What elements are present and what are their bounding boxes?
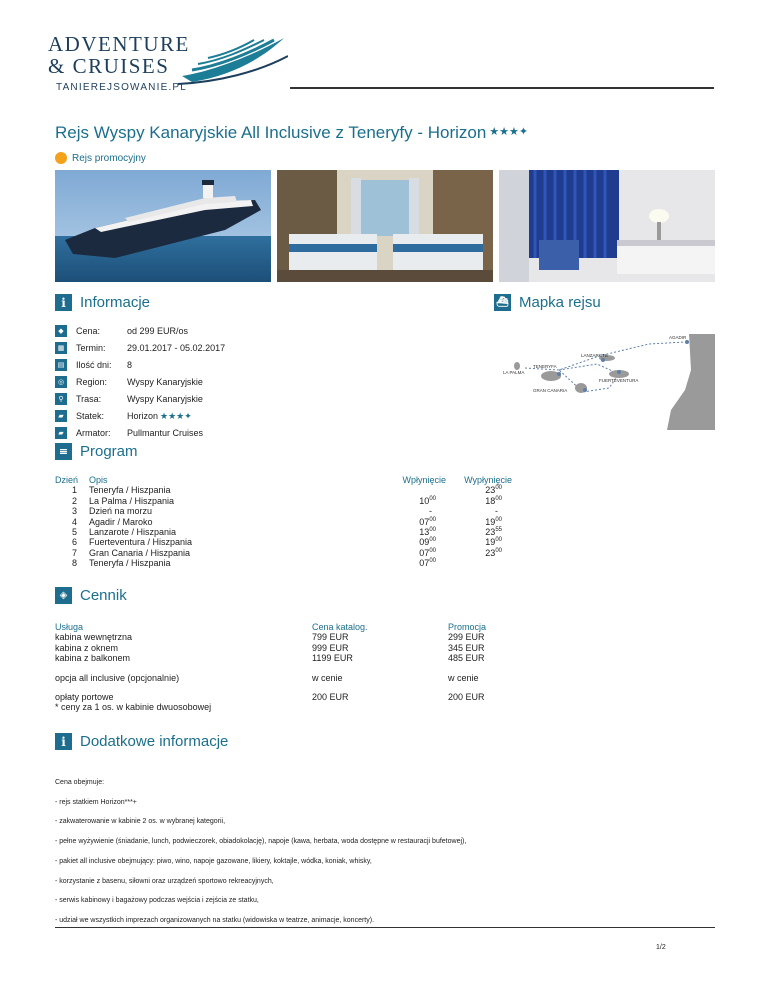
cennik-catalog-price: 799 EUR [312, 632, 349, 643]
cennik-note: * ceny za 1 os. w kabinie dwuosobowej [55, 702, 212, 713]
owner-icon: ▰ [55, 427, 67, 439]
arrival-hour: 07 [419, 547, 430, 558]
info-label: Armator: [76, 428, 111, 438]
cabin-photo-1 [277, 170, 493, 282]
info-row-ship [55, 408, 192, 424]
program-desc: Dzień na morzu [89, 506, 153, 517]
ship-name: Horizon [127, 410, 159, 421]
program-departure-column [446, 475, 512, 558]
program-desc: Fuerteventura / Hiszpania [89, 537, 193, 548]
departure-minute: 00 [495, 485, 502, 492]
arrival-hour: 07 [419, 516, 430, 527]
logo-text-cruises: & CRUISES [48, 54, 170, 78]
departure-hour: 23 [485, 527, 496, 538]
program-day: 1 [71, 485, 77, 496]
cennik-allinc-name: opcja all inclusive (opcjonalnie) [55, 673, 180, 683]
program-arrival-column [380, 475, 446, 569]
program-departure-row [446, 485, 512, 495]
extra-item: - rejs statkiem Horizon***+ [55, 799, 137, 806]
map-label-la-palma: LA PALMA [503, 370, 525, 375]
info-row-route [55, 391, 203, 407]
info-row-price [55, 323, 189, 339]
section-cennik-heading [55, 587, 127, 604]
departure-minute: 00 [495, 537, 502, 544]
cennik-port-block [55, 692, 211, 713]
program-header-departure: Wypłynięcie [464, 475, 512, 485]
program-desc-column [89, 475, 289, 569]
info-label: Termin: [76, 343, 106, 353]
program-day: 5 [71, 527, 77, 538]
arrival-minute: 00 [429, 547, 436, 554]
arrival-minute: 00 [429, 527, 436, 534]
extra-item: - pakiet all inclusive obejmujący: piwo, wino, napoje gazowane, likiery, koktajle, wódka, koniak, whisky, [55, 858, 372, 865]
arrival-hour: 10 [419, 495, 430, 506]
calendar-icon: ▦ [55, 342, 67, 354]
info-value-ship [127, 411, 192, 422]
info-value: Pullmantur Cruises [127, 428, 204, 438]
program-departure-row [446, 496, 512, 506]
program-departure-row [446, 506, 512, 516]
program-desc: Agadir / Maroko [89, 516, 153, 527]
logo-text-adventure: ADVENTURE [48, 32, 190, 56]
cennik-promo-price: 485 EUR [448, 653, 485, 664]
program-desc: Teneryfa / Hiszpania [89, 558, 171, 569]
arrival-hour: - [429, 506, 432, 517]
section-program-title: Program [80, 443, 138, 460]
program-day: 7 [71, 547, 77, 558]
program-arrival-row [380, 527, 446, 537]
logo-url: TANIEREJSOWANIE.PL [56, 82, 188, 93]
price-tag-icon: ◈ [55, 587, 72, 604]
map-label-lanzarote: LANZAROTE [581, 353, 609, 358]
days-icon: ▤ [55, 359, 67, 371]
info-label: Region: [76, 377, 108, 387]
cennik-header-promo: Promocja [448, 622, 487, 632]
info-row-days [55, 357, 133, 373]
cabin-photo-1-image [277, 170, 493, 282]
program-header-day: Dzień [55, 475, 79, 485]
program-header-arrival: Wpłynięcie [402, 475, 446, 485]
cabin-photo-2 [499, 170, 715, 282]
program-departure-row [446, 537, 512, 547]
cennik-allinc-catalog: w cenie [312, 673, 343, 683]
cennik-port-promo: 200 EUR [448, 692, 485, 702]
departure-hour: 18 [485, 495, 496, 506]
map-label-gran-canaria: GRAN CANARIA [533, 388, 568, 393]
cennik-catalog-price: 1199 EUR [312, 653, 353, 664]
map-label-agadir: AGADIR [669, 335, 687, 340]
cennik-header-service: Usługa [55, 622, 84, 632]
program-departure-row [446, 517, 512, 527]
arrival-minute: 00 [429, 537, 436, 544]
ship-icon: ▰ [55, 410, 67, 422]
arrival-minute: 00 [429, 516, 436, 523]
program-arrival-row [380, 506, 446, 516]
header-divider [290, 87, 714, 89]
cennik-catalog-column [312, 622, 368, 664]
cennik-service-column [55, 622, 132, 664]
program-arrival-row [380, 537, 446, 547]
program-desc: Lanzarote / Hiszpania [89, 527, 177, 538]
section-map-title: Mapka rejsu [519, 294, 601, 311]
globe-icon: ◎ [55, 376, 67, 388]
program-departure-row [446, 548, 512, 558]
program-header-desc: Opis [89, 475, 108, 485]
info-value: od 299 EUR/os [127, 326, 189, 336]
cabin-photo-2-image [499, 170, 715, 282]
program-departure-row [446, 527, 512, 537]
info-icon: i [55, 733, 72, 750]
departure-hour: 23 [485, 547, 496, 558]
ship-photo [55, 170, 271, 282]
section-extra-heading [55, 733, 228, 750]
info-row-owner [55, 425, 204, 441]
program-arrival-row [380, 558, 446, 568]
arrival-hour: 07 [419, 558, 430, 569]
cennik-cabin-name: kabina z oknem [55, 642, 119, 653]
program-desc: Teneryfa / Hiszpania [89, 485, 171, 496]
program-arrival-row [380, 548, 446, 558]
map-label-fuerteventura: FUERTEVENTURA [599, 378, 639, 383]
promo-badge [55, 152, 146, 164]
info-row-region [55, 374, 203, 390]
program-desc: Gran Canaria / Hiszpania [89, 547, 191, 558]
cennik-port-catalog: 200 EUR [312, 692, 349, 702]
extra-item: - serwis kabinowy i bagażowy podczas wejścia i zejścia ze statku, [55, 897, 259, 904]
info-label: Ilość dni: [76, 360, 112, 370]
price-icon: ◆ [55, 325, 67, 337]
info-row-date [55, 340, 226, 356]
program-day: 2 [71, 495, 77, 506]
info-label: Statek: [76, 411, 105, 421]
cennik-cabin-name: kabina wewnętrzna [55, 632, 133, 643]
info-value: Wyspy Kanaryjskie [127, 377, 203, 387]
departure-hour: 19 [485, 516, 496, 527]
brand-logo [48, 28, 288, 98]
info-value: 29.01.2017 - 05.02.2017 [127, 343, 226, 353]
departure-minute: 00 [495, 516, 502, 523]
page-title [55, 123, 528, 143]
extra-item: - udział we wszystkich imprezach organizowanych na statku (widowiska w teatrze, animacje, koncerty). [55, 917, 375, 924]
info-icon: i [55, 294, 72, 311]
page-title-text: Rejs Wyspy Kanaryjskie All Inclusive z Teneryfy - Horizon [55, 123, 487, 142]
list-icon: ≡ [55, 443, 72, 460]
page-number: 1/2 [656, 944, 666, 951]
cennik-promo-price: 345 EUR [448, 642, 485, 653]
cennik-promo-column [448, 622, 486, 664]
promo-dot-icon [55, 152, 67, 164]
arrival-hour: 13 [419, 527, 430, 538]
section-program-heading [55, 443, 138, 460]
program-day: 3 [71, 506, 77, 517]
program-arrival-row [380, 517, 446, 527]
info-label: Trasa: [76, 394, 102, 404]
program-desc: La Palma / Hiszpania [89, 495, 175, 506]
map-icon: ⛴ [494, 294, 511, 311]
departure-hour: - [495, 506, 498, 517]
promo-label: Rejs promocyjny [72, 152, 146, 164]
section-info-title: Informacje [80, 294, 151, 311]
route-map [499, 330, 715, 430]
cennik-promo-price: 299 EUR [448, 632, 485, 643]
cennik-port-name: opłaty portowe [55, 692, 114, 702]
departure-hour: 19 [485, 537, 496, 548]
cennik-cabin-name: kabina z balkonem [55, 653, 131, 664]
program-arrival-row [380, 485, 446, 495]
program-day: 4 [71, 516, 77, 527]
arrival-minute: 00 [429, 495, 436, 502]
program-arrival-row [380, 496, 446, 506]
section-info-heading [55, 294, 150, 311]
departure-minute: 00 [495, 495, 502, 502]
departure-minute: 00 [495, 547, 502, 554]
cennik-allinc-promo: w cenie [448, 673, 479, 683]
title-rating-stars: ★★★✦ [489, 126, 529, 138]
program-day: 6 [71, 537, 77, 548]
info-value: 8 [127, 360, 133, 370]
arrival-minute: 00 [429, 558, 436, 565]
program-day-column [55, 475, 77, 569]
arrival-hour: 09 [419, 537, 430, 548]
section-cennik-title: Cennik [80, 587, 127, 604]
cennik-header-catalog: Cena katalog. [312, 622, 368, 632]
departure-minute: 55 [495, 527, 502, 534]
departure-hour: 23 [485, 485, 496, 496]
info-value: Wyspy Kanaryjskie [127, 394, 203, 404]
section-extra-title: Dodatkowe informacje [80, 733, 229, 750]
section-map-heading [494, 294, 601, 311]
program-day: 8 [71, 558, 77, 569]
map-label-teneryfa: TENERYFA [533, 364, 557, 369]
extra-intro: Cena obejmuje: [55, 779, 105, 786]
ship-photo-image [55, 170, 271, 282]
extra-item: - zakwaterowanie w kabinie 2 os. w wybranej kategorii, [55, 818, 226, 825]
route-icon: ⚲ [55, 393, 67, 405]
extra-item: - korzystanie z basenu, siłowni oraz urządzeń sportowo rekreacyjnych, [55, 878, 274, 885]
ship-rating-stars: ★★★✦ [160, 410, 192, 421]
logo-ship-icon [178, 32, 288, 88]
cennik-catalog-price: 999 EUR [312, 642, 349, 653]
info-label: Cena: [76, 326, 101, 336]
footer-divider [55, 927, 715, 928]
extra-item: - pełne wyżywienie (śniadanie, lunch, podwieczorek, obiadokolację), napoje (kawa, herbata, woda dostępne w restauracji bufetowej), [55, 838, 467, 845]
